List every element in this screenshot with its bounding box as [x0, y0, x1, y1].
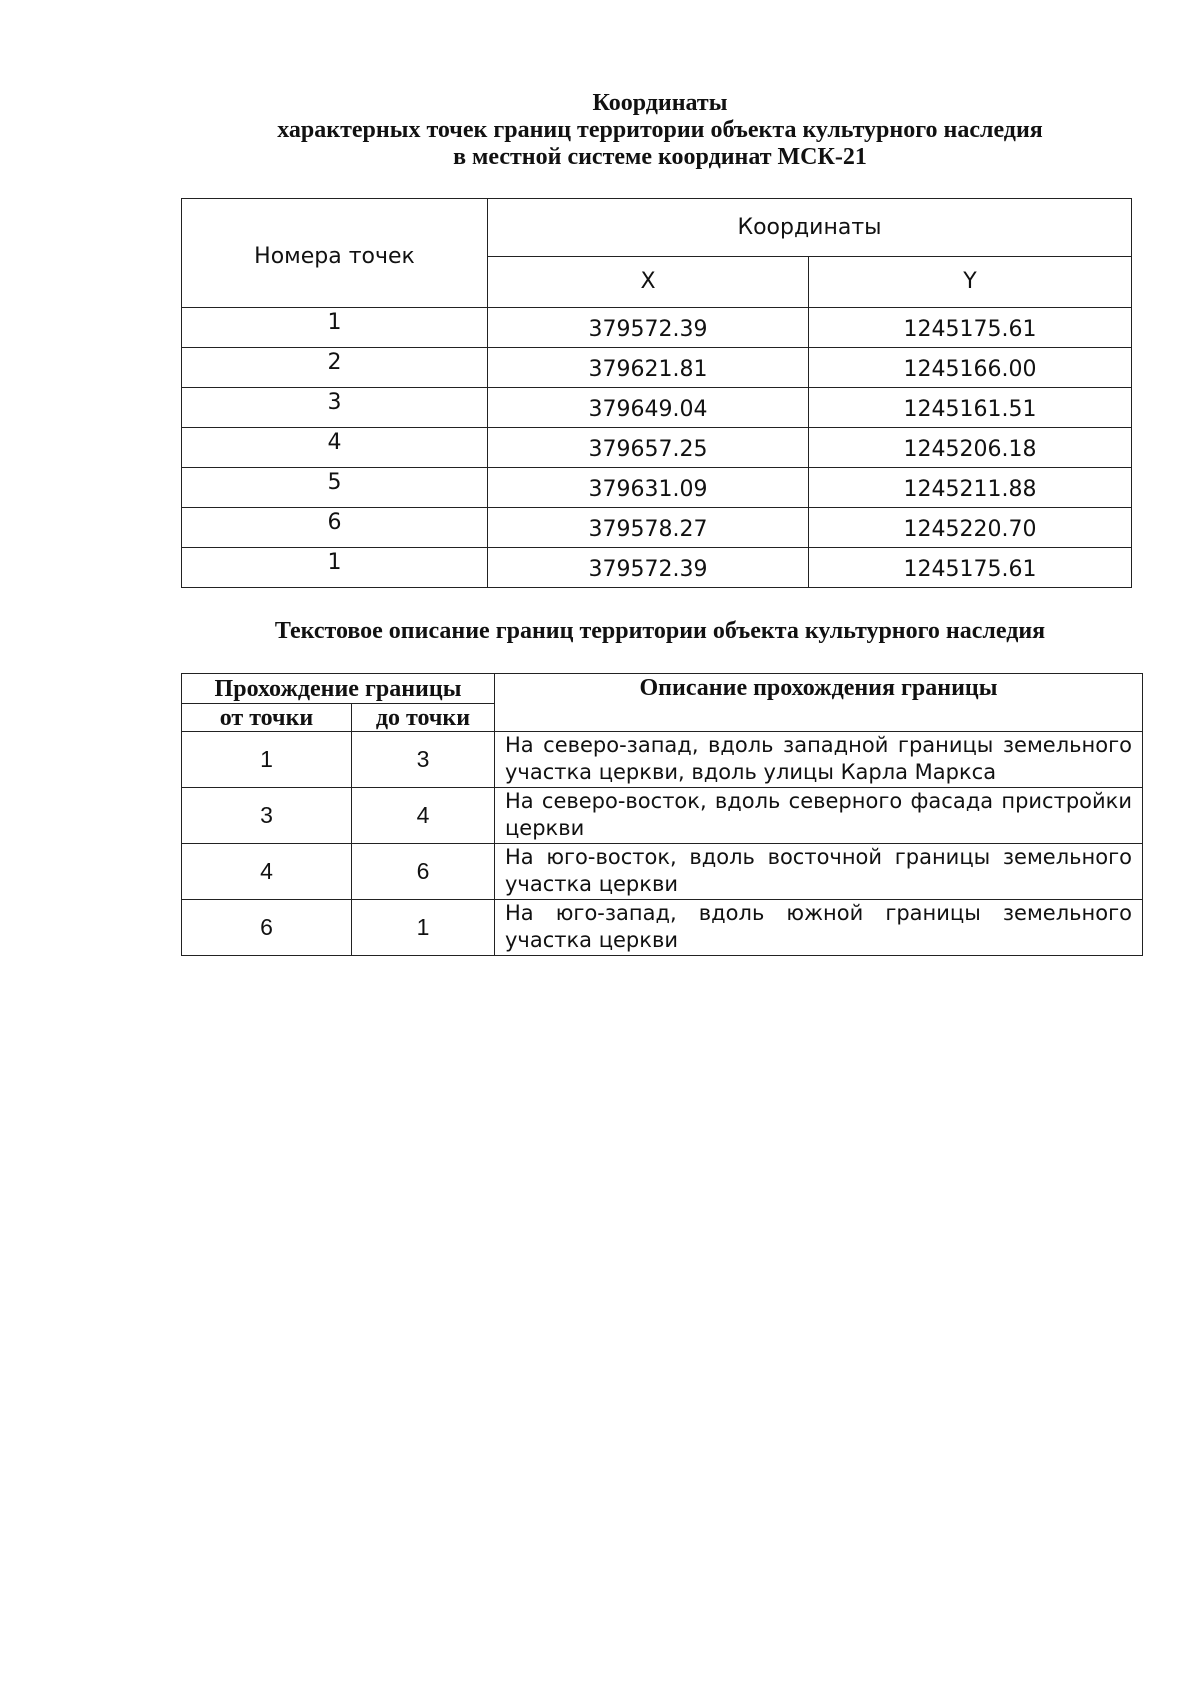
boundary-description-table — [181, 673, 1143, 956]
header-coordinates: Координаты — [488, 199, 1132, 257]
coord-y: 1245166.00 — [809, 348, 1132, 388]
table-row — [182, 308, 1132, 348]
point-number: 4 — [182, 428, 488, 468]
table-row — [182, 348, 1132, 388]
boundary-description: На юго-восток, вдоль восточной границы земельного участка церкви — [495, 844, 1143, 900]
header-description: Описание прохождения границы — [495, 674, 1143, 732]
coord-x: 379578.27 — [488, 508, 809, 548]
coord-x: 379572.39 — [488, 548, 809, 588]
table-row — [182, 428, 1132, 468]
table-row — [182, 900, 1143, 956]
coord-x: 379649.04 — [488, 388, 809, 428]
coord-x: 379572.39 — [488, 308, 809, 348]
to-point: 4 — [352, 788, 495, 844]
header-to-point: до точки — [352, 704, 495, 732]
coord-y: 1245175.61 — [809, 308, 1132, 348]
table-row — [182, 844, 1143, 900]
coord-y: 1245175.61 — [809, 548, 1132, 588]
boundary-description: На северо-восток, вдоль северного фасада пристройки церкви — [495, 788, 1143, 844]
from-point: 1 — [182, 732, 352, 788]
table-row — [182, 548, 1132, 588]
coord-x: 379657.25 — [488, 428, 809, 468]
from-point: 6 — [182, 900, 352, 956]
point-number: 2 — [182, 348, 488, 388]
table-row — [182, 508, 1132, 548]
description-title: Текстовое описание границ территории объекта культурного наследия — [274, 618, 1046, 644]
title-line-2: характерных точек границ территории объекта культурного наследия — [277, 117, 1043, 143]
title-line-3: в местной системе координат МСК-21 — [453, 144, 867, 170]
coord-y: 1245211.88 — [809, 468, 1132, 508]
from-point: 3 — [182, 788, 352, 844]
header-point-numbers: Номера точек — [182, 199, 488, 308]
coord-x: 379621.81 — [488, 348, 809, 388]
coord-y: 1245206.18 — [809, 428, 1132, 468]
header-boundary-passage: Прохождение границы — [182, 674, 495, 704]
to-point: 3 — [352, 732, 495, 788]
boundary-description: На юго-запад, вдоль южной границы земельного участка церкви — [495, 900, 1143, 956]
point-number: 1 — [182, 548, 488, 588]
table-row — [182, 732, 1143, 788]
header-from-point: от точки — [182, 704, 352, 732]
document-title — [180, 90, 1140, 171]
table-row — [182, 468, 1132, 508]
point-number: 5 — [182, 468, 488, 508]
coord-x: 379631.09 — [488, 468, 809, 508]
coord-y: 1245161.51 — [809, 388, 1132, 428]
point-number: 1 — [182, 308, 488, 348]
boundary-description: На северо-запад, вдоль западной границы земельного участка церкви, вдоль улицы Карла Маркса — [495, 732, 1143, 788]
table-row — [182, 788, 1143, 844]
coordinates-table — [181, 198, 1132, 588]
header-y: Y — [809, 256, 1132, 307]
point-number: 3 — [182, 388, 488, 428]
coord-y: 1245220.70 — [809, 508, 1132, 548]
from-point: 4 — [182, 844, 352, 900]
to-point: 6 — [352, 844, 495, 900]
to-point: 1 — [352, 900, 495, 956]
header-x: X — [488, 256, 809, 307]
table-row — [182, 388, 1132, 428]
title-line-1: Координаты — [592, 90, 728, 116]
point-number: 6 — [182, 508, 488, 548]
